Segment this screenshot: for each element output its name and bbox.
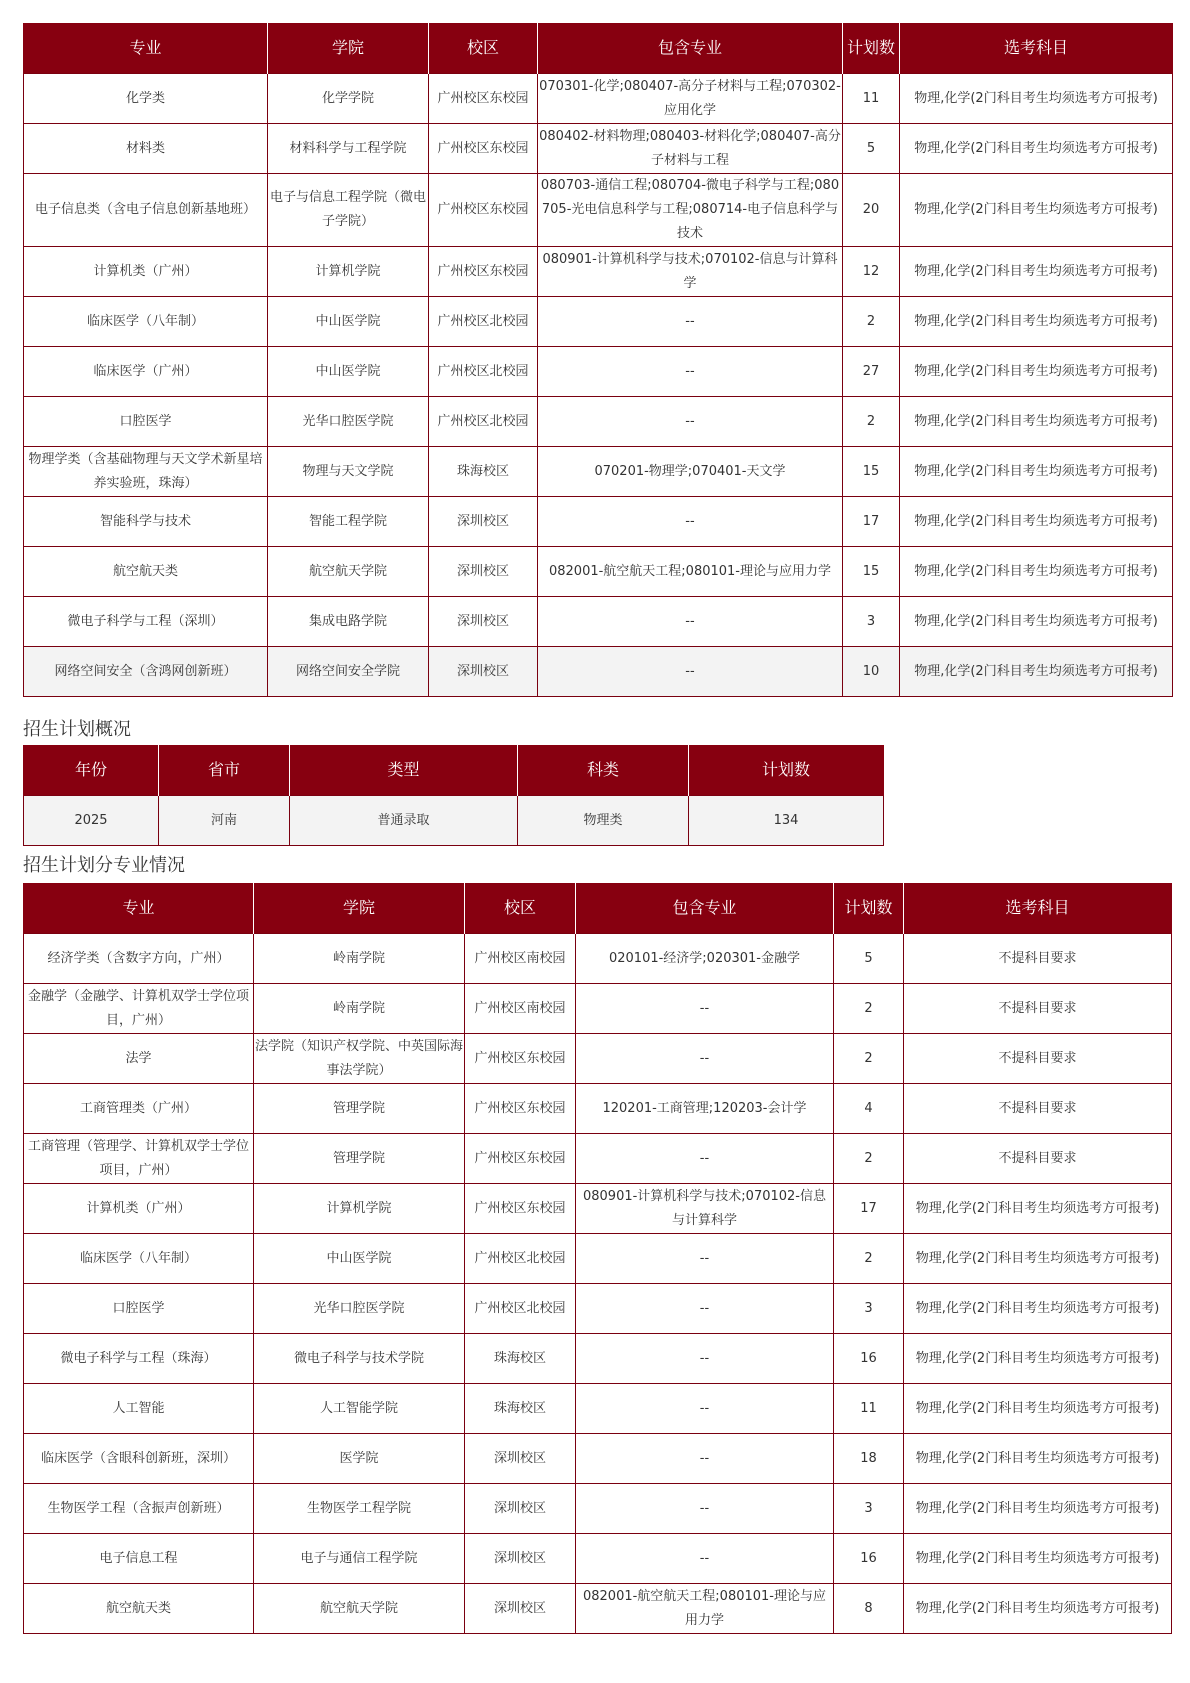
cell-plan-count: 20 bbox=[843, 174, 900, 247]
overview-section-title: 招生计划概况 bbox=[23, 719, 131, 740]
cell-subjects: 物理,化学(2门科目考生均须选考方可报考) bbox=[904, 1484, 1172, 1534]
cell-college: 计算机学院 bbox=[254, 1184, 465, 1234]
cell-plan-count: 18 bbox=[834, 1434, 904, 1484]
table-row bbox=[24, 1484, 1172, 1534]
by-major-section-title: 招生计划分专业情况 bbox=[23, 855, 185, 876]
cell-plan-count: 16 bbox=[834, 1534, 904, 1584]
cell-subjects: 不提科目要求 bbox=[904, 1084, 1172, 1134]
cell-major: 电子信息类（含电子信息创新基地班） bbox=[24, 174, 268, 247]
cell-campus: 广州校区东校园 bbox=[429, 74, 538, 124]
cell-college: 物理与天文学院 bbox=[268, 447, 429, 497]
table-row bbox=[24, 347, 1173, 397]
table-row bbox=[24, 1434, 1172, 1484]
cell-major: 生物医学工程（含振声创新班） bbox=[24, 1484, 254, 1534]
cell-included-majors: -- bbox=[576, 1484, 834, 1534]
cell-college: 化学学院 bbox=[268, 74, 429, 124]
cell-plan-count: 27 bbox=[843, 347, 900, 397]
cell-campus: 广州校区东校园 bbox=[465, 1184, 576, 1234]
cell-campus: 珠海校区 bbox=[465, 1384, 576, 1434]
cell-plan-count: 2 bbox=[843, 397, 900, 447]
cell-subjects: 物理,化学(2门科目考生均须选考方可报考) bbox=[904, 1434, 1172, 1484]
cell-college: 管理学院 bbox=[254, 1084, 465, 1134]
cell-included-majors: -- bbox=[538, 497, 843, 547]
cell-subjects: 不提科目要求 bbox=[904, 1134, 1172, 1184]
cell-major: 口腔医学 bbox=[24, 1284, 254, 1334]
cell-included-majors: -- bbox=[538, 347, 843, 397]
cell-major: 临床医学（含眼科创新班，深圳） bbox=[24, 1434, 254, 1484]
cell-major: 口腔医学 bbox=[24, 397, 268, 447]
table-header-row bbox=[24, 23, 1173, 74]
cell-category: 物理类 bbox=[518, 796, 689, 846]
table-row bbox=[24, 1084, 1172, 1134]
cell-plan-count: 11 bbox=[843, 74, 900, 124]
cell-college: 人工智能学院 bbox=[254, 1384, 465, 1434]
table-row bbox=[24, 1384, 1172, 1434]
cell-included-majors: 080402-材料物理;080403-材料化学;080407-高分子材料与工程 bbox=[538, 124, 843, 174]
cell-included-majors: 120201-工商管理;120203-会计学 bbox=[576, 1084, 834, 1134]
cell-campus: 深圳校区 bbox=[429, 497, 538, 547]
cell-major: 法学 bbox=[24, 1034, 254, 1084]
cell-major: 临床医学（广州） bbox=[24, 347, 268, 397]
cell-major: 计算机类（广州） bbox=[24, 1184, 254, 1234]
cell-campus: 珠海校区 bbox=[465, 1334, 576, 1384]
cell-plan-count: 4 bbox=[834, 1084, 904, 1134]
col-header-campus: 校区 bbox=[465, 883, 576, 934]
cell-campus: 广州校区北校园 bbox=[465, 1284, 576, 1334]
table-row bbox=[24, 1234, 1172, 1284]
cell-included-majors: -- bbox=[538, 597, 843, 647]
cell-included-majors: 082001-航空航天工程;080101-理论与应用力学 bbox=[538, 547, 843, 597]
table-row bbox=[24, 984, 1172, 1034]
cell-major: 经济学类（含数字方向，广州） bbox=[24, 934, 254, 984]
cell-subjects: 物理,化学(2门科目考生均须选考方可报考) bbox=[900, 174, 1173, 247]
cell-subjects: 物理,化学(2门科目考生均须选考方可报考) bbox=[904, 1384, 1172, 1434]
cell-campus: 深圳校区 bbox=[465, 1484, 576, 1534]
cell-type: 普通录取 bbox=[290, 796, 518, 846]
cell-subjects: 物理,化学(2门科目考生均须选考方可报考) bbox=[900, 597, 1173, 647]
cell-college: 生物医学工程学院 bbox=[254, 1484, 465, 1534]
cell-plan-count: 3 bbox=[843, 597, 900, 647]
cell-subjects: 物理,化学(2门科目考生均须选考方可报考) bbox=[900, 347, 1173, 397]
cell-included-majors: -- bbox=[576, 1384, 834, 1434]
cell-major: 物理学类（含基础物理与天文学术新星培养实验班，珠海） bbox=[24, 447, 268, 497]
cell-year: 2025 bbox=[24, 796, 159, 846]
table-row bbox=[24, 1534, 1172, 1584]
col-header-included-majors: 包含专业 bbox=[576, 883, 834, 934]
cell-included-majors: 070201-物理学;070401-天文学 bbox=[538, 447, 843, 497]
table-row bbox=[24, 1334, 1172, 1384]
cell-included-majors: -- bbox=[538, 647, 843, 697]
col-header-college: 学院 bbox=[268, 23, 429, 74]
table-row bbox=[24, 1584, 1172, 1634]
cell-included-majors: 080901-计算机科学与技术;070102-信息与计算科学 bbox=[576, 1184, 834, 1234]
major-plan-table-continued bbox=[23, 23, 1173, 697]
col-header-campus: 校区 bbox=[429, 23, 538, 74]
col-header-major: 专业 bbox=[24, 23, 268, 74]
cell-college: 智能工程学院 bbox=[268, 497, 429, 547]
cell-plan-count: 17 bbox=[834, 1184, 904, 1234]
cell-campus: 广州校区北校园 bbox=[429, 347, 538, 397]
cell-subjects: 物理,化学(2门科目考生均须选考方可报考) bbox=[904, 1284, 1172, 1334]
cell-college: 岭南学院 bbox=[254, 984, 465, 1034]
cell-plan-count: 15 bbox=[843, 447, 900, 497]
cell-subjects: 物理,化学(2门科目考生均须选考方可报考) bbox=[904, 1334, 1172, 1384]
cell-subjects: 物理,化学(2门科目考生均须选考方可报考) bbox=[900, 497, 1173, 547]
cell-college: 航空航天学院 bbox=[254, 1584, 465, 1634]
cell-campus: 广州校区东校园 bbox=[465, 1084, 576, 1134]
cell-plan-count: 5 bbox=[843, 124, 900, 174]
table-row-highlighted bbox=[24, 647, 1173, 697]
cell-included-majors: -- bbox=[576, 1034, 834, 1084]
cell-subjects: 物理,化学(2门科目考生均须选考方可报考) bbox=[900, 297, 1173, 347]
table-row bbox=[24, 597, 1173, 647]
cell-plan-count: 2 bbox=[834, 984, 904, 1034]
cell-campus: 深圳校区 bbox=[429, 597, 538, 647]
cell-campus: 深圳校区 bbox=[465, 1534, 576, 1584]
cell-major: 智能科学与技术 bbox=[24, 497, 268, 547]
col-header-plan-count: 计划数 bbox=[843, 23, 900, 74]
cell-included-majors: -- bbox=[576, 1434, 834, 1484]
cell-plan-count: 5 bbox=[834, 934, 904, 984]
cell-included-majors: -- bbox=[576, 984, 834, 1034]
cell-college: 集成电路学院 bbox=[268, 597, 429, 647]
cell-college: 材料科学与工程学院 bbox=[268, 124, 429, 174]
cell-plan-count: 2 bbox=[834, 1034, 904, 1084]
cell-major: 工商管理类（广州） bbox=[24, 1084, 254, 1134]
table-row bbox=[24, 1184, 1172, 1234]
cell-included-majors: 020101-经济学;020301-金融学 bbox=[576, 934, 834, 984]
cell-included-majors: -- bbox=[576, 1334, 834, 1384]
cell-plan-count: 12 bbox=[843, 247, 900, 297]
cell-major: 化学类 bbox=[24, 74, 268, 124]
cell-included-majors: -- bbox=[576, 1534, 834, 1584]
cell-campus: 广州校区东校园 bbox=[429, 124, 538, 174]
cell-college: 电子与信息工程学院（微电子学院） bbox=[268, 174, 429, 247]
col-header-included-majors: 包含专业 bbox=[538, 23, 843, 74]
cell-included-majors: 082001-航空航天工程;080101-理论与应用力学 bbox=[576, 1584, 834, 1634]
table-row bbox=[24, 397, 1173, 447]
cell-major: 网络空间安全（含鸿网创新班） bbox=[24, 647, 268, 697]
cell-included-majors: 070301-化学;080407-高分子材料与工程;070302-应用化学 bbox=[538, 74, 843, 124]
cell-major: 临床医学（八年制） bbox=[24, 297, 268, 347]
cell-college: 电子与通信工程学院 bbox=[254, 1534, 465, 1584]
cell-included-majors: -- bbox=[576, 1234, 834, 1284]
table-header-row bbox=[24, 745, 884, 796]
cell-included-majors: 080703-通信工程;080704-微电子科学与工程;080705-光电信息科学与工程;080714-电子信息科学与技术 bbox=[538, 174, 843, 247]
cell-campus: 广州校区东校园 bbox=[465, 1034, 576, 1084]
col-header-type: 类型 bbox=[290, 745, 518, 796]
cell-campus: 珠海校区 bbox=[429, 447, 538, 497]
table-row bbox=[24, 74, 1173, 124]
table-row bbox=[24, 124, 1173, 174]
cell-subjects: 不提科目要求 bbox=[904, 1034, 1172, 1084]
table-row bbox=[24, 297, 1173, 347]
cell-plan-count: 2 bbox=[843, 297, 900, 347]
cell-college: 航空航天学院 bbox=[268, 547, 429, 597]
cell-college: 医学院 bbox=[254, 1434, 465, 1484]
cell-major: 工商管理（管理学、计算机双学士学位项目，广州） bbox=[24, 1134, 254, 1184]
cell-campus: 广州校区东校园 bbox=[429, 174, 538, 247]
cell-subjects: 物理,化学(2门科目考生均须选考方可报考) bbox=[904, 1184, 1172, 1234]
cell-subjects: 物理,化学(2门科目考生均须选考方可报考) bbox=[904, 1534, 1172, 1584]
cell-subjects: 物理,化学(2门科目考生均须选考方可报考) bbox=[900, 74, 1173, 124]
table-row bbox=[24, 247, 1173, 297]
cell-included-majors: -- bbox=[538, 397, 843, 447]
table-row bbox=[24, 796, 884, 846]
table-row bbox=[24, 1284, 1172, 1334]
cell-college: 光华口腔医学院 bbox=[254, 1284, 465, 1334]
cell-campus: 深圳校区 bbox=[465, 1584, 576, 1634]
cell-plan-count: 134 bbox=[689, 796, 884, 846]
cell-campus: 广州校区北校园 bbox=[429, 397, 538, 447]
cell-included-majors: -- bbox=[576, 1134, 834, 1184]
cell-campus: 深圳校区 bbox=[465, 1434, 576, 1484]
cell-major: 人工智能 bbox=[24, 1384, 254, 1434]
enrollment-overview-table bbox=[23, 745, 884, 846]
cell-plan-count: 8 bbox=[834, 1584, 904, 1634]
cell-plan-count: 15 bbox=[843, 547, 900, 597]
cell-included-majors: -- bbox=[576, 1284, 834, 1334]
cell-major: 电子信息工程 bbox=[24, 1534, 254, 1584]
table-row bbox=[24, 1034, 1172, 1084]
cell-subjects: 不提科目要求 bbox=[904, 934, 1172, 984]
cell-college: 管理学院 bbox=[254, 1134, 465, 1184]
table-row bbox=[24, 174, 1173, 247]
table-row bbox=[24, 547, 1173, 597]
cell-campus: 广州校区东校园 bbox=[465, 1134, 576, 1184]
cell-campus: 深圳校区 bbox=[429, 647, 538, 697]
cell-plan-count: 3 bbox=[834, 1284, 904, 1334]
cell-subjects: 物理,化学(2门科目考生均须选考方可报考) bbox=[900, 124, 1173, 174]
table-row bbox=[24, 1134, 1172, 1184]
col-header-plan-count: 计划数 bbox=[834, 883, 904, 934]
cell-plan-count: 2 bbox=[834, 1234, 904, 1284]
cell-campus: 广州校区北校园 bbox=[429, 297, 538, 347]
cell-province: 河南 bbox=[159, 796, 290, 846]
cell-plan-count: 2 bbox=[834, 1134, 904, 1184]
cell-college: 计算机学院 bbox=[268, 247, 429, 297]
cell-major: 材料类 bbox=[24, 124, 268, 174]
cell-plan-count: 3 bbox=[834, 1484, 904, 1534]
cell-campus: 深圳校区 bbox=[429, 547, 538, 597]
cell-subjects: 物理,化学(2门科目考生均须选考方可报考) bbox=[904, 1584, 1172, 1634]
col-header-category: 科类 bbox=[518, 745, 689, 796]
cell-plan-count: 11 bbox=[834, 1384, 904, 1434]
cell-included-majors: 080901-计算机科学与技术;070102-信息与计算科学 bbox=[538, 247, 843, 297]
cell-college: 中山医学院 bbox=[268, 297, 429, 347]
cell-major: 航空航天类 bbox=[24, 1584, 254, 1634]
major-plan-table bbox=[23, 883, 1172, 1634]
cell-major: 微电子科学与工程（深圳） bbox=[24, 597, 268, 647]
cell-campus: 广州校区北校园 bbox=[465, 1234, 576, 1284]
cell-major: 金融学（金融学、计算机双学士学位项目，广州） bbox=[24, 984, 254, 1034]
cell-subjects: 物理,化学(2门科目考生均须选考方可报考) bbox=[900, 397, 1173, 447]
table-row bbox=[24, 497, 1173, 547]
cell-subjects: 不提科目要求 bbox=[904, 984, 1172, 1034]
cell-plan-count: 17 bbox=[843, 497, 900, 547]
table-header-row bbox=[24, 883, 1172, 934]
cell-college: 微电子科学与技术学院 bbox=[254, 1334, 465, 1384]
cell-subjects: 物理,化学(2门科目考生均须选考方可报考) bbox=[900, 247, 1173, 297]
cell-major: 航空航天类 bbox=[24, 547, 268, 597]
cell-college: 光华口腔医学院 bbox=[268, 397, 429, 447]
cell-college: 网络空间安全学院 bbox=[268, 647, 429, 697]
cell-campus: 广州校区南校园 bbox=[465, 984, 576, 1034]
cell-subjects: 物理,化学(2门科目考生均须选考方可报考) bbox=[900, 447, 1173, 497]
col-header-major: 专业 bbox=[24, 883, 254, 934]
cell-subjects: 物理,化学(2门科目考生均须选考方可报考) bbox=[900, 647, 1173, 697]
col-header-province: 省市 bbox=[159, 745, 290, 796]
cell-subjects: 物理,化学(2门科目考生均须选考方可报考) bbox=[900, 547, 1173, 597]
col-header-college: 学院 bbox=[254, 883, 465, 934]
col-header-plan-count: 计划数 bbox=[689, 745, 884, 796]
cell-subjects: 物理,化学(2门科目考生均须选考方可报考) bbox=[904, 1234, 1172, 1284]
table-row bbox=[24, 934, 1172, 984]
table-row bbox=[24, 447, 1173, 497]
cell-college: 中山医学院 bbox=[268, 347, 429, 397]
cell-campus: 广州校区南校园 bbox=[465, 934, 576, 984]
cell-college: 法学院（知识产权学院、中英国际海事法学院） bbox=[254, 1034, 465, 1084]
cell-major: 临床医学（八年制） bbox=[24, 1234, 254, 1284]
cell-included-majors: -- bbox=[538, 297, 843, 347]
cell-college: 岭南学院 bbox=[254, 934, 465, 984]
cell-plan-count: 10 bbox=[843, 647, 900, 697]
col-header-subjects: 选考科目 bbox=[900, 23, 1173, 74]
cell-college: 中山医学院 bbox=[254, 1234, 465, 1284]
cell-major: 微电子科学与工程（珠海） bbox=[24, 1334, 254, 1384]
cell-major: 计算机类（广州） bbox=[24, 247, 268, 297]
cell-campus: 广州校区东校园 bbox=[429, 247, 538, 297]
cell-plan-count: 16 bbox=[834, 1334, 904, 1384]
col-header-subjects: 选考科目 bbox=[904, 883, 1172, 934]
col-header-year: 年份 bbox=[24, 745, 159, 796]
